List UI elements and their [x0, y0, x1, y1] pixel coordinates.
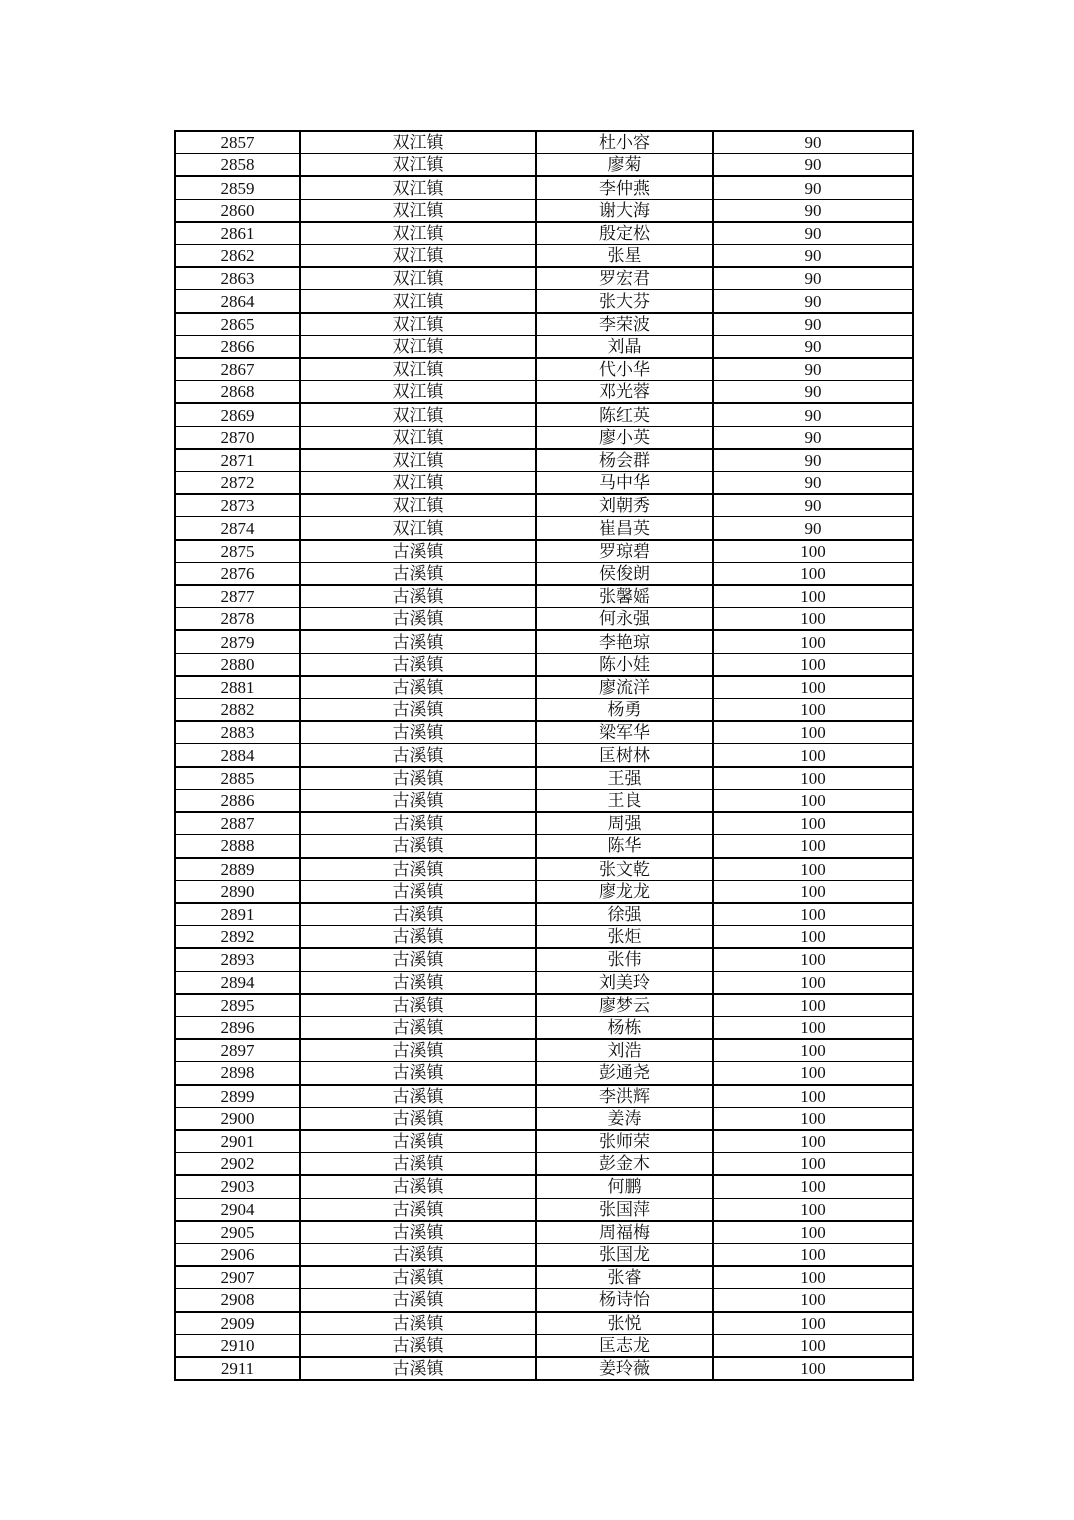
- cell-score: 90: [713, 245, 913, 268]
- table-row: [175, 154, 913, 177]
- cell-town: 古溪镇: [300, 812, 536, 835]
- cell-serial: 2861: [175, 222, 300, 245]
- cell-serial: 2866: [175, 335, 300, 358]
- cell-score: 100: [713, 948, 913, 971]
- cell-serial: 2897: [175, 1039, 300, 1062]
- table-row: [175, 721, 913, 744]
- cell-score: 100: [713, 789, 913, 812]
- table-row: [175, 585, 913, 608]
- table-row: [175, 858, 913, 881]
- cell-score: 100: [713, 926, 913, 949]
- cell-score: 100: [713, 676, 913, 699]
- cell-serial: 2876: [175, 562, 300, 585]
- cell-name: 彭金木: [536, 1153, 713, 1176]
- table-row: [175, 1334, 913, 1357]
- cell-name: 杜小容: [536, 131, 713, 154]
- cell-name: 邓光蓉: [536, 381, 713, 404]
- cell-town: 古溪镇: [300, 1334, 536, 1357]
- table-row: [175, 540, 913, 563]
- cell-score: 90: [713, 335, 913, 358]
- table-row: [175, 812, 913, 835]
- cell-town: 双江镇: [300, 131, 536, 154]
- cell-serial: 2902: [175, 1153, 300, 1176]
- cell-town: 双江镇: [300, 472, 536, 495]
- table-row: [175, 1085, 913, 1108]
- cell-town: 双江镇: [300, 245, 536, 268]
- cell-town: 古溪镇: [300, 789, 536, 812]
- cell-score: 100: [713, 971, 913, 994]
- cell-name: 廖小英: [536, 426, 713, 449]
- cell-score: 100: [713, 1153, 913, 1176]
- cell-town: 双江镇: [300, 494, 536, 517]
- table-row: [175, 131, 913, 154]
- table-row: [175, 245, 913, 268]
- table-row: [175, 1107, 913, 1130]
- cell-name: 陈小娃: [536, 653, 713, 676]
- cell-town: 古溪镇: [300, 948, 536, 971]
- table-row: [175, 926, 913, 949]
- table-row: [175, 449, 913, 472]
- cell-score: 90: [713, 290, 913, 313]
- cell-name: 彭通尧: [536, 1062, 713, 1085]
- cell-score: 90: [713, 313, 913, 336]
- cell-score: 100: [713, 767, 913, 790]
- cell-score: 100: [713, 1289, 913, 1312]
- cell-serial: 2885: [175, 767, 300, 790]
- cell-name: 廖梦云: [536, 994, 713, 1017]
- table-row: [175, 494, 913, 517]
- table-row: [175, 1289, 913, 1312]
- table-row: [175, 608, 913, 631]
- cell-serial: 2887: [175, 812, 300, 835]
- table-row: [175, 744, 913, 767]
- cell-score: 100: [713, 1039, 913, 1062]
- cell-name: 崔昌英: [536, 517, 713, 540]
- cell-serial: 2884: [175, 744, 300, 767]
- cell-score: 90: [713, 381, 913, 404]
- cell-score: 100: [713, 562, 913, 585]
- cell-score: 100: [713, 540, 913, 563]
- cell-score: 90: [713, 222, 913, 245]
- cell-score: 100: [713, 721, 913, 744]
- cell-serial: 2867: [175, 358, 300, 381]
- cell-score: 100: [713, 1016, 913, 1039]
- cell-score: 100: [713, 1312, 913, 1335]
- cell-score: 100: [713, 1130, 913, 1153]
- cell-serial: 2899: [175, 1085, 300, 1108]
- cell-town: 古溪镇: [300, 1243, 536, 1266]
- table-row: [175, 630, 913, 653]
- cell-serial: 2911: [175, 1357, 300, 1380]
- cell-town: 古溪镇: [300, 1107, 536, 1130]
- cell-score: 90: [713, 131, 913, 154]
- cell-town: 古溪镇: [300, 653, 536, 676]
- cell-town: 古溪镇: [300, 562, 536, 585]
- cell-serial: 2857: [175, 131, 300, 154]
- cell-score: 100: [713, 653, 913, 676]
- cell-town: 古溪镇: [300, 630, 536, 653]
- cell-score: 100: [713, 585, 913, 608]
- cell-name: 张国萍: [536, 1198, 713, 1221]
- table-row: [175, 1243, 913, 1266]
- table-row: [175, 653, 913, 676]
- table-row: [175, 335, 913, 358]
- cell-name: 代小华: [536, 358, 713, 381]
- cell-town: 双江镇: [300, 313, 536, 336]
- table-row: [175, 676, 913, 699]
- cell-name: 张星: [536, 245, 713, 268]
- cell-name: 张伟: [536, 948, 713, 971]
- cell-town: 古溪镇: [300, 721, 536, 744]
- table-row: [175, 1062, 913, 1085]
- cell-serial: 2875: [175, 540, 300, 563]
- cell-serial: 2868: [175, 381, 300, 404]
- cell-name: 刘朝秀: [536, 494, 713, 517]
- table-row: [175, 699, 913, 722]
- cell-town: 古溪镇: [300, 540, 536, 563]
- cell-name: 马中华: [536, 472, 713, 495]
- cell-serial: 2891: [175, 903, 300, 926]
- cell-town: 古溪镇: [300, 585, 536, 608]
- table-row: [175, 880, 913, 903]
- cell-serial: 2869: [175, 403, 300, 426]
- cell-serial: 2865: [175, 313, 300, 336]
- cell-town: 古溪镇: [300, 835, 536, 858]
- cell-name: 匡志龙: [536, 1334, 713, 1357]
- cell-town: 双江镇: [300, 267, 536, 290]
- table-row: [175, 1039, 913, 1062]
- table-row: [175, 1312, 913, 1335]
- cell-serial: 2881: [175, 676, 300, 699]
- cell-name: 廖流洋: [536, 676, 713, 699]
- table-row: [175, 290, 913, 313]
- cell-score: 100: [713, 1085, 913, 1108]
- cell-town: 古溪镇: [300, 1357, 536, 1380]
- cell-serial: 2895: [175, 994, 300, 1017]
- cell-town: 古溪镇: [300, 1221, 536, 1244]
- table-row: [175, 176, 913, 199]
- cell-serial: 2883: [175, 721, 300, 744]
- cell-town: 古溪镇: [300, 1085, 536, 1108]
- cell-town: 双江镇: [300, 176, 536, 199]
- cell-score: 90: [713, 358, 913, 381]
- table-row: [175, 971, 913, 994]
- cell-serial: 2894: [175, 971, 300, 994]
- cell-score: 100: [713, 880, 913, 903]
- cell-town: 古溪镇: [300, 676, 536, 699]
- cell-score: 100: [713, 1243, 913, 1266]
- cell-serial: 2907: [175, 1266, 300, 1289]
- cell-town: 古溪镇: [300, 1312, 536, 1335]
- cell-town: 古溪镇: [300, 1266, 536, 1289]
- table-row: [175, 267, 913, 290]
- table-row: [175, 948, 913, 971]
- table-row: [175, 472, 913, 495]
- cell-name: 张师荣: [536, 1130, 713, 1153]
- cell-serial: 2890: [175, 880, 300, 903]
- cell-score: 100: [713, 1107, 913, 1130]
- cell-score: 100: [713, 630, 913, 653]
- cell-name: 罗琼碧: [536, 540, 713, 563]
- cell-name: 王强: [536, 767, 713, 790]
- cell-serial: 2880: [175, 653, 300, 676]
- cell-serial: 2910: [175, 1334, 300, 1357]
- cell-score: 90: [713, 517, 913, 540]
- cell-name: 刘美玲: [536, 971, 713, 994]
- cell-serial: 2905: [175, 1221, 300, 1244]
- cell-town: 古溪镇: [300, 971, 536, 994]
- cell-serial: 2879: [175, 630, 300, 653]
- cell-town: 古溪镇: [300, 1198, 536, 1221]
- cell-serial: 2901: [175, 1130, 300, 1153]
- cell-name: 张炬: [536, 926, 713, 949]
- cell-town: 古溪镇: [300, 903, 536, 926]
- cell-town: 双江镇: [300, 426, 536, 449]
- table-row: [175, 1175, 913, 1198]
- cell-town: 古溪镇: [300, 744, 536, 767]
- cell-name: 李仲燕: [536, 176, 713, 199]
- cell-score: 90: [713, 472, 913, 495]
- cell-score: 90: [713, 267, 913, 290]
- cell-name: 杨勇: [536, 699, 713, 722]
- cell-serial: 2900: [175, 1107, 300, 1130]
- cell-town: 双江镇: [300, 517, 536, 540]
- cell-town: 古溪镇: [300, 608, 536, 631]
- table-row: [175, 199, 913, 222]
- cell-town: 古溪镇: [300, 1289, 536, 1312]
- cell-score: 100: [713, 1266, 913, 1289]
- cell-name: 刘浩: [536, 1039, 713, 1062]
- cell-name: 廖龙龙: [536, 880, 713, 903]
- cell-score: 100: [713, 1198, 913, 1221]
- cell-serial: 2906: [175, 1243, 300, 1266]
- cell-town: 双江镇: [300, 290, 536, 313]
- cell-score: 100: [713, 1334, 913, 1357]
- cell-town: 双江镇: [300, 222, 536, 245]
- cell-town: 双江镇: [300, 335, 536, 358]
- cell-score: 100: [713, 812, 913, 835]
- table-row: [175, 1153, 913, 1176]
- cell-serial: 2893: [175, 948, 300, 971]
- cell-serial: 2864: [175, 290, 300, 313]
- cell-serial: 2874: [175, 517, 300, 540]
- cell-score: 90: [713, 426, 913, 449]
- cell-score: 90: [713, 403, 913, 426]
- cell-name: 张国龙: [536, 1243, 713, 1266]
- cell-name: 姜涛: [536, 1107, 713, 1130]
- cell-serial: 2873: [175, 494, 300, 517]
- table-row: [175, 1198, 913, 1221]
- cell-serial: 2878: [175, 608, 300, 631]
- cell-serial: 2889: [175, 858, 300, 881]
- cell-name: 杨诗怡: [536, 1289, 713, 1312]
- cell-town: 古溪镇: [300, 994, 536, 1017]
- cell-name: 匡树林: [536, 744, 713, 767]
- cell-town: 古溪镇: [300, 1016, 536, 1039]
- cell-town: 古溪镇: [300, 926, 536, 949]
- cell-serial: 2862: [175, 245, 300, 268]
- cell-name: 罗宏君: [536, 267, 713, 290]
- cell-serial: 2908: [175, 1289, 300, 1312]
- cell-name: 张大芬: [536, 290, 713, 313]
- table-row: [175, 789, 913, 812]
- cell-town: 古溪镇: [300, 699, 536, 722]
- table-row: [175, 426, 913, 449]
- cell-serial: 2903: [175, 1175, 300, 1198]
- cell-score: 100: [713, 1062, 913, 1085]
- cell-serial: 2886: [175, 789, 300, 812]
- cell-town: 双江镇: [300, 358, 536, 381]
- cell-name: 杨会群: [536, 449, 713, 472]
- cell-score: 100: [713, 699, 913, 722]
- cell-name: 徐强: [536, 903, 713, 926]
- cell-score: 100: [713, 744, 913, 767]
- table-row: [175, 222, 913, 245]
- table-row: [175, 1016, 913, 1039]
- cell-serial: 2858: [175, 154, 300, 177]
- cell-serial: 2870: [175, 426, 300, 449]
- cell-score: 100: [713, 994, 913, 1017]
- cell-score: 100: [713, 1175, 913, 1198]
- cell-town: 双江镇: [300, 403, 536, 426]
- cell-serial: 2859: [175, 176, 300, 199]
- cell-serial: 2909: [175, 1312, 300, 1335]
- cell-town: 古溪镇: [300, 767, 536, 790]
- cell-score: 100: [713, 1357, 913, 1380]
- table-row: [175, 403, 913, 426]
- table-row: [175, 1357, 913, 1380]
- cell-town: 双江镇: [300, 449, 536, 472]
- table-row: [175, 381, 913, 404]
- cell-town: 古溪镇: [300, 1175, 536, 1198]
- cell-name: 张睿: [536, 1266, 713, 1289]
- cell-serial: 2877: [175, 585, 300, 608]
- cell-score: 100: [713, 1221, 913, 1244]
- cell-score: 100: [713, 858, 913, 881]
- cell-town: 古溪镇: [300, 858, 536, 881]
- cell-serial: 2892: [175, 926, 300, 949]
- cell-serial: 2896: [175, 1016, 300, 1039]
- cell-score: 90: [713, 494, 913, 517]
- cell-serial: 2904: [175, 1198, 300, 1221]
- score-table: [174, 130, 914, 1381]
- cell-score: 100: [713, 835, 913, 858]
- cell-name: 何鹏: [536, 1175, 713, 1198]
- cell-score: 90: [713, 154, 913, 177]
- cell-score: 100: [713, 903, 913, 926]
- cell-name: 王良: [536, 789, 713, 812]
- cell-serial: 2882: [175, 699, 300, 722]
- table-row: [175, 1130, 913, 1153]
- cell-name: 谢大海: [536, 199, 713, 222]
- cell-name: 梁军华: [536, 721, 713, 744]
- cell-serial: 2872: [175, 472, 300, 495]
- cell-town: 古溪镇: [300, 1039, 536, 1062]
- cell-serial: 2860: [175, 199, 300, 222]
- table-row: [175, 1266, 913, 1289]
- table-row: [175, 358, 913, 381]
- cell-name: 张悦: [536, 1312, 713, 1335]
- cell-name: 陈华: [536, 835, 713, 858]
- cell-name: 李艳琼: [536, 630, 713, 653]
- cell-score: 100: [713, 608, 913, 631]
- cell-town: 古溪镇: [300, 1130, 536, 1153]
- table-row: [175, 517, 913, 540]
- cell-town: 古溪镇: [300, 1062, 536, 1085]
- table-row: [175, 313, 913, 336]
- cell-town: 双江镇: [300, 154, 536, 177]
- cell-name: 张文乾: [536, 858, 713, 881]
- table-row: [175, 1221, 913, 1244]
- cell-town: 古溪镇: [300, 1153, 536, 1176]
- cell-name: 殷定松: [536, 222, 713, 245]
- cell-name: 周福梅: [536, 1221, 713, 1244]
- cell-name: 姜玲薇: [536, 1357, 713, 1380]
- cell-name: 张馨媱: [536, 585, 713, 608]
- cell-name: 李荣波: [536, 313, 713, 336]
- table-row: [175, 767, 913, 790]
- table-row: [175, 562, 913, 585]
- cell-name: 侯俊朗: [536, 562, 713, 585]
- cell-name: 廖菊: [536, 154, 713, 177]
- cell-serial: 2888: [175, 835, 300, 858]
- cell-town: 双江镇: [300, 199, 536, 222]
- cell-name: 周强: [536, 812, 713, 835]
- table-row: [175, 903, 913, 926]
- cell-name: 何永强: [536, 608, 713, 631]
- table-row: [175, 994, 913, 1017]
- cell-serial: 2871: [175, 449, 300, 472]
- cell-score: 90: [713, 199, 913, 222]
- cell-serial: 2863: [175, 267, 300, 290]
- cell-town: 古溪镇: [300, 880, 536, 903]
- cell-name: 杨栋: [536, 1016, 713, 1039]
- cell-score: 90: [713, 449, 913, 472]
- score-table-body: [175, 131, 913, 1380]
- cell-serial: 2898: [175, 1062, 300, 1085]
- cell-name: 李洪辉: [536, 1085, 713, 1108]
- cell-name: 陈红英: [536, 403, 713, 426]
- cell-name: 刘晶: [536, 335, 713, 358]
- cell-town: 双江镇: [300, 381, 536, 404]
- table-row: [175, 835, 913, 858]
- cell-score: 90: [713, 176, 913, 199]
